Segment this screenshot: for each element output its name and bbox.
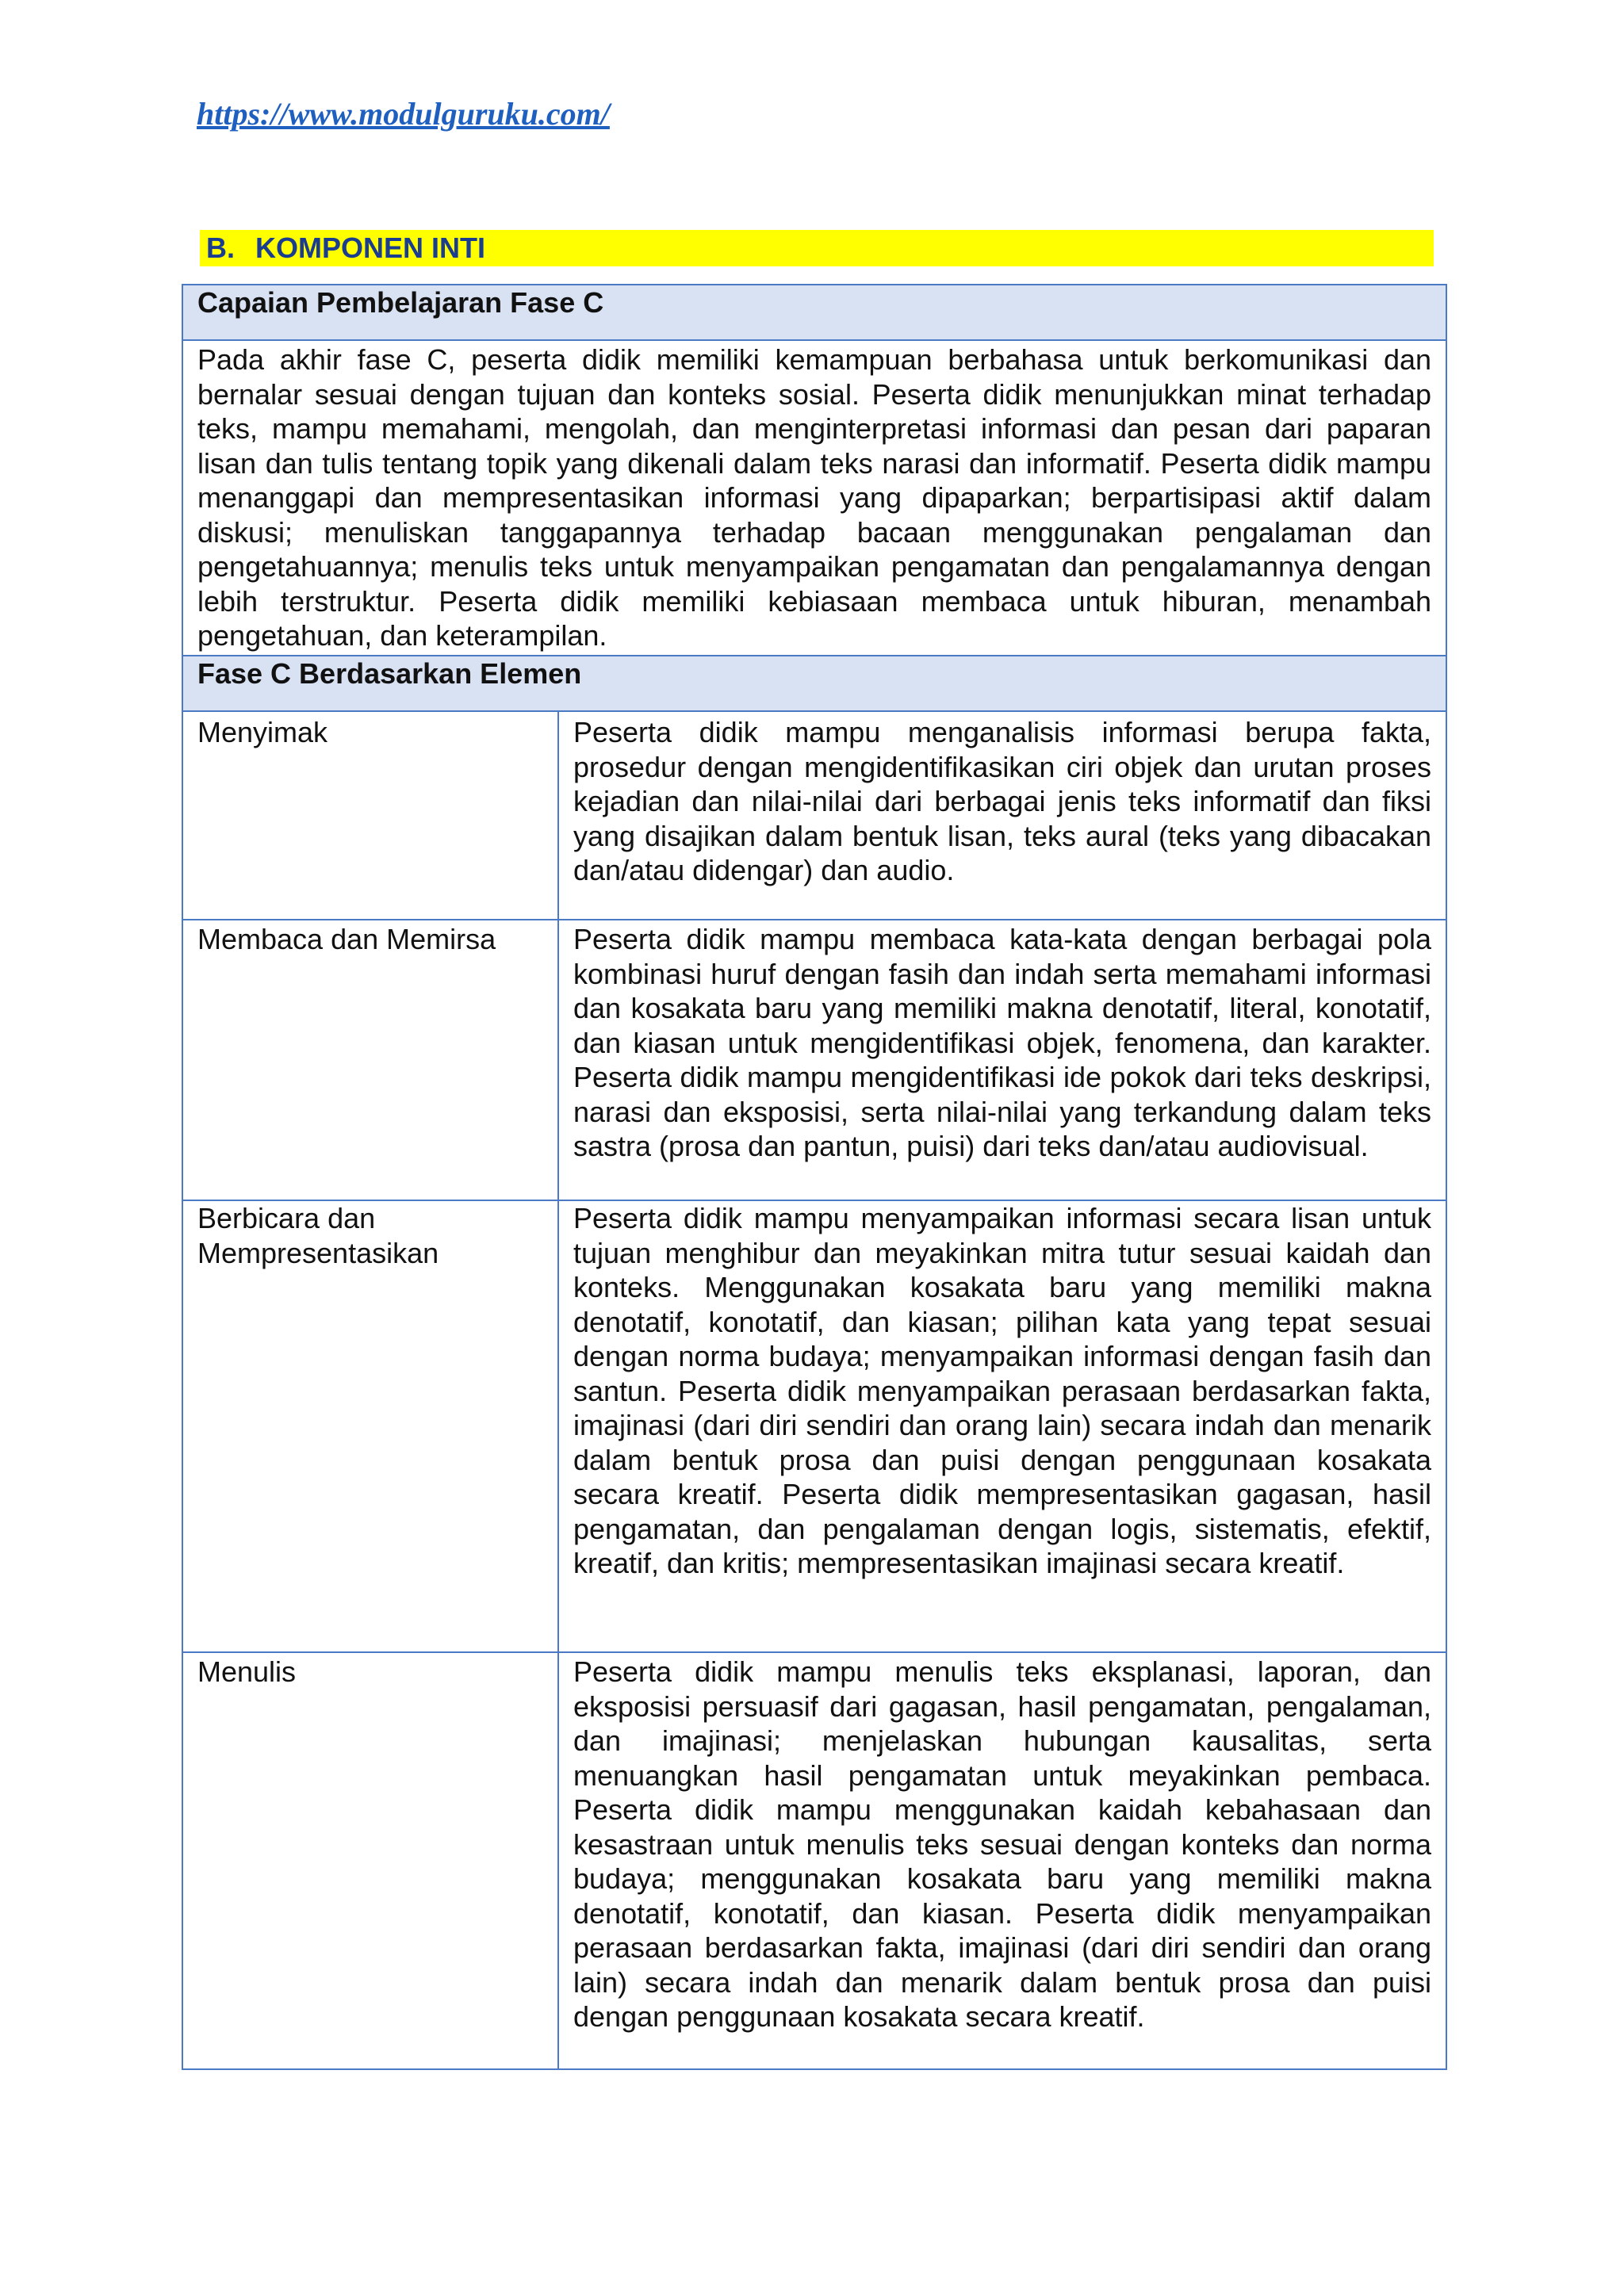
- elemen-heading: Fase C Berdasarkan Elemen: [182, 656, 1446, 711]
- cp-heading-row: [182, 285, 1446, 340]
- element-row-menulis: [182, 1652, 1446, 2069]
- element-desc: Peserta didik mampu menulis teks eksplanasi, laporan, dan eksposisi persuasif dari gagasan, hasil pengamatan, pengalaman, dan imajinasi; menjelaskan hubungan kausalitas, serta menuangkan hasil pengamatan untuk meyakinkan pembaca. Peserta didik mampu menggunakan kaidah kebahasaan dan kesastraan untuk menulis teks sesuai dengan konteks dan norma budaya; menggunakan kosakata baru yang memiliki makna denotatif, konotatif, dan kiasan. Peserta didik menyampaikan perasaan berdasarkan fakta, imajinasi (dari diri sendiri dan orang lain) secara indah dan menarik dalam bentuk prosa dan puisi dengan penggunaan kosakata secara kreatif.: [558, 1652, 1446, 2069]
- cp-heading: Capaian Pembelajaran Fase C: [182, 285, 1446, 340]
- element-name: Menyimak: [182, 711, 558, 920]
- komponen-inti-table: [182, 284, 1447, 2070]
- section-heading: [200, 230, 1434, 266]
- element-desc: Peserta didik mampu menganalisis informasi berupa fakta, prosedur dengan mengidentifikasikan ciri objek dan urutan proses kejadian dan nilai-nilai dari berbagai jenis teks informatif dan fiksi yang disajikan dalam bentuk lisan, teks aural (teks yang dibacakan dan/atau didengar) dan audio.: [558, 711, 1446, 920]
- element-desc: Peserta didik mampu membaca kata-kata dengan berbagai pola kombinasi huruf dengan fasih dan indah serta memahami informasi dan kosakata baru yang memiliki makna denotatif, literal, konotatif, dan kiasan untuk mengidentifikasi objek, fenomena, dan karakter. Peserta didik mampu mengidentifikasi ide pokok dari teks deskripsi, narasi dan eksposisi, serta nilai-nilai yang terkandung dalam teks sastra (prosa dan pantun, puisi) dari teks dan/atau audiovisual.: [558, 920, 1446, 1200]
- element-desc: Peserta didik mampu menyampaikan informasi secara lisan untuk tujuan menghibur dan meyakinkan mitra tutur sesuai kaidah dan konteks. Menggunakan kosakata baru yang memiliki makna denotatif, konotatif, dan kiasan; pilihan kata yang tepat sesuai dengan norma budaya; menyampaikan informasi dengan fasih dan santun. Peserta didik menyampaikan perasaan berdasarkan fakta, imajinasi (dari diri sendiri dan orang lain) secara indah dan menarik dalam bentuk prosa dan puisi dengan penggunaan kosakata secara kreatif. Peserta didik mempresentasikan gagasan, hasil pengamatan, dan pengalaman dengan logis, sistematis, efektif, kreatif, dan kritis; mempresentasikan imajinasi secara kreatif.: [558, 1200, 1446, 1652]
- section-title: KOMPONEN INTI: [255, 232, 486, 264]
- element-name: Berbicara dan Mempresentasikan: [182, 1200, 558, 1652]
- element-row-membaca: [182, 920, 1446, 1200]
- cp-text-row: [182, 340, 1446, 656]
- element-row-berbicara: [182, 1200, 1446, 1652]
- website-link[interactable]: https://www.modulguruku.com/: [197, 96, 610, 132]
- element-name: Menulis: [182, 1652, 558, 2069]
- cp-text: Pada akhir fase C, peserta didik memiliki kemampuan berbahasa untuk berkomunikasi dan bernalar sesuai dengan tujuan dan konteks sosial. Peserta didik menunjukkan minat terhadap teks, mampu memahami, mengolah, dan menginterpretasi informasi dan pesan dari paparan lisan dan tulis tentang topik yang dikenali dalam teks narasi dan informatif. Peserta didik mampu menanggapi dan mempresentasikan informasi yang dipaparkan; berpartisipasi aktif dalam diskusi; menuliskan tanggapannya terhadap bacaan menggunakan pengalaman dan pengetahuannya; menulis teks untuk menyampaikan pengamatan dan pengalamannya dengan lebih terstruktur. Peserta didik memiliki kebiasaan membaca untuk hiburan, menambah pengetahuan, dan keterampilan.: [182, 340, 1446, 656]
- elemen-heading-row: [182, 656, 1446, 711]
- element-name: Membaca dan Memirsa: [182, 920, 558, 1200]
- section-letter: B.: [206, 232, 235, 264]
- element-row-menyimak: [182, 711, 1446, 920]
